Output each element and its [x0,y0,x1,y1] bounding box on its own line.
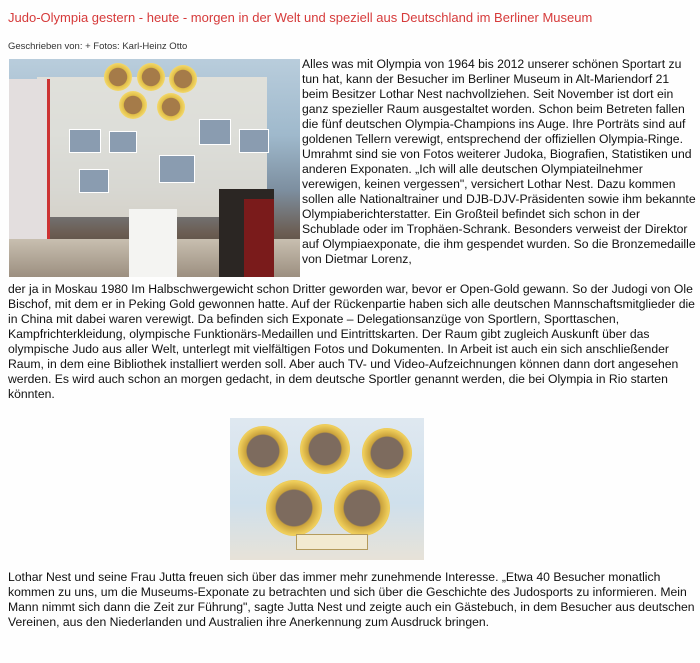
article-paragraph-bottom [8,570,696,630]
gold-plates-photo [230,418,424,560]
museum-room-photo [9,59,300,277]
plates-sign [296,534,368,550]
article-title: Judo-Olympia gestern - heute - morgen in der Welt und speziell aus Deutschland im Berliner Museum [8,10,593,25]
paragraph-full-text: der ja in Moskau 1980 Im Halbschwergewicht schon Dritter geworden war, bevor er Open-Gold gewann. So der Judogi von Ole Bischof, mit dem er in Peking Gold gewonnen hatte. Auf der Rückenpartie haben sich alle deutschen Mannschaftsmitglieder die in China mit dabei waren verewigt. Da befinden sich Exponate – Delegationsanzüge von Sportlern, Sporttaschen, Kampfrichterkleidung, olympische Funktionärs-Medaillen und Eintrittskarten. Der Raum gibt zugleich Auskunft über das olympische Judo aus aller Welt, unterlegt mit vielfältigen Fotos und Dokumenten. In Arbeit ist auch ein sich anschließender Raum, in dem eine Bibliothek installiert werden soll. Aber auch TV- und Video-Aufzeichnungen können dann dort angesehen werden. Es wird auch schon an morgen gedacht, in dem deutsche Sportler genannt werden, die bei Olympia in Rio starten könnten. [8,282,695,401]
paragraph-bottom-text: Lothar Nest und seine Frau Jutta freuen sich über das immer mehr zunehmende Interesse. „Etwa 40 Besucher monatlich kommen zu uns, um die Museums-Exponate zu betrachten und sich über die Geschichte des Judosports zu informieren. Mein Mann nimmt sich dann die Zeit zur Führung", sagte Jutta Nest und zeigte auch ein Gästebuch, in dem Besucher aus deutschen Vereinen, aus den Niederlanden und Australien ihre Anerkennung zum Ausdruck bringen. [8,570,695,629]
article-paragraph-full [8,282,696,402]
article-byline: Geschrieben von: + Fotos: Karl-Heinz Otto [8,41,188,52]
paragraph-top-text: Alles was mit Olympia von 1964 bis 2012 unserer schönen Sportart zu tun hat, kann der Besucher im Berliner Museum in Alt-Mariendorf 21 beim Besitzer Lothar Nest nachvollziehen. Seit November ist dort ein ganz spezieller Raum ausgestaltet worden. Schon beim Betreten fallen die fünf deutschen Olympia-Champions ins Auge. Ihre Porträts sind auf goldenen Tellern verewigt, entsprechend der offiziellen Olympia-Ringe. Umrahmt sind sie von Fotos weiterer Judoka, Biografien, Statistiken und anderen Exponaten. „Ich will alle deutschen Olympiateilnehmer verewigen, keinen vergessen", versichert Lothar Nest. Dazu kommen sollen alle Nationaltrainer und DJB-DJV-Präsidenten sowie ihm bekannte Olympiaberichterstatter. Ein Großteil befindet sich schon in der Schublade oder im Trophäen-Schrank. Besonders verweist der Direktor auf Olympiaexponate, die ihm gespendet wurden. So die Bronzemedaille von Dietmar Lorenz, [302,57,696,266]
article-paragraph-top [302,57,696,267]
